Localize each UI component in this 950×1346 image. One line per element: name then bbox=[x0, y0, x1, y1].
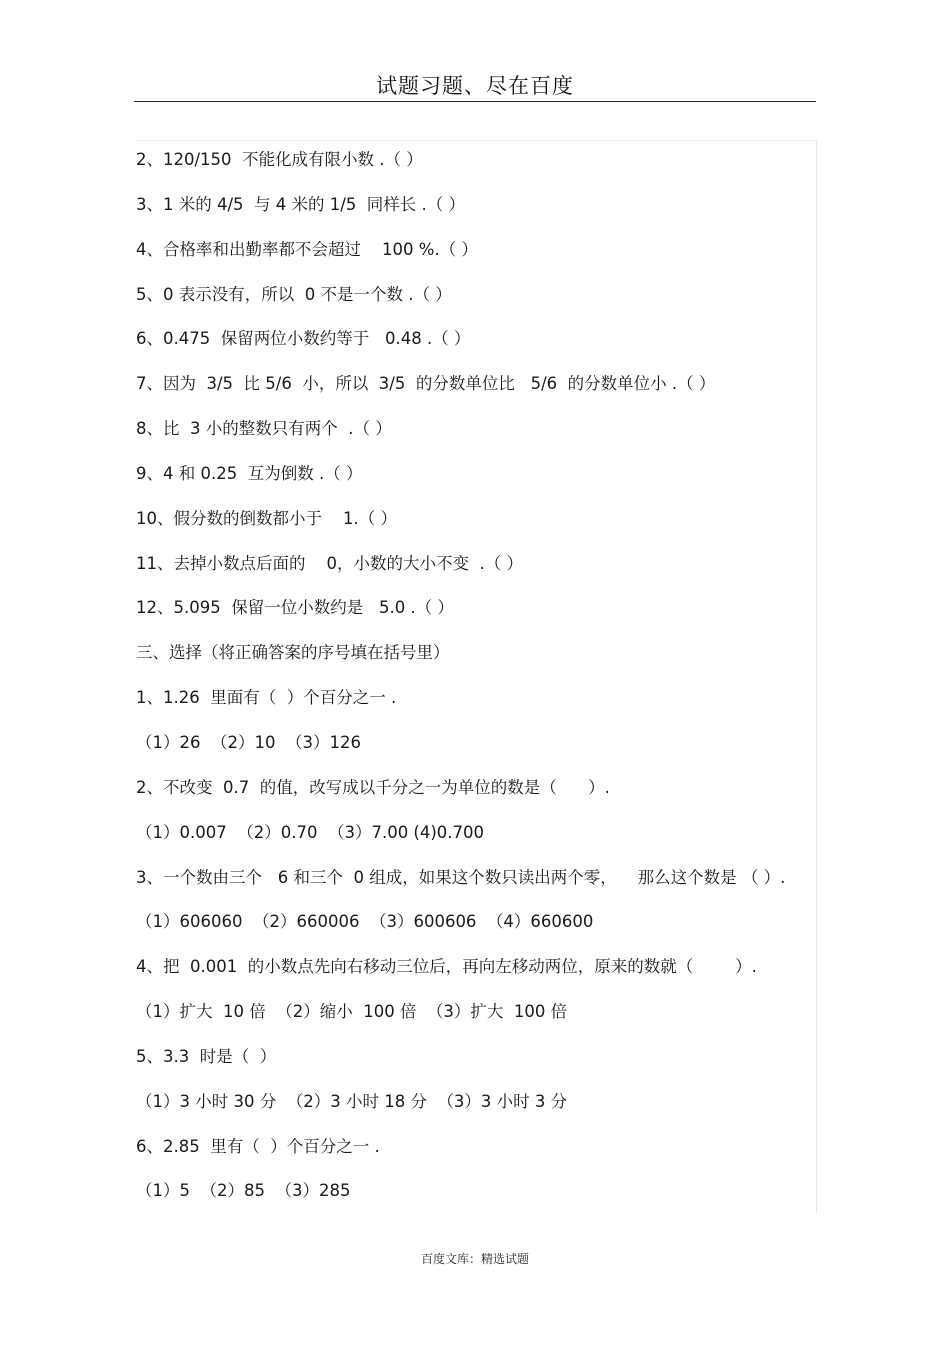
question-line: 5、3.3 时是（ ） bbox=[136, 1046, 277, 1066]
page-header-title: 试题习题、尽在百度 bbox=[376, 74, 574, 98]
question-line: 11、去掉小数点后面的 0，小数的大小不变 .（ ） bbox=[136, 553, 523, 573]
header-divider bbox=[134, 101, 816, 102]
option-line: （1）5 （2）85 （3）285 bbox=[136, 1181, 351, 1201]
question-line: 5、0 表示没有，所以 0 不是一个数 .（ ） bbox=[136, 284, 452, 304]
question-line: 7、因为 3/5 比 5/6 小，所以 3/5 的分数单位比 5/6 的分数单位小 .（ ） bbox=[136, 374, 716, 394]
question-line: 3、1 米的 4/5 与 4 米的 1/5 同样长 .（ ） bbox=[136, 194, 466, 214]
option-line: （1）3 小时 30 分 （2）3 小时 18 分 （3）3 小时 3 分 bbox=[136, 1091, 568, 1111]
question-line: 10、假分数的倒数都小于 1.（ ） bbox=[136, 508, 397, 528]
question-line: 3、一个数由三个 6 和三个 0 组成，如果这个数只读出两个零， 那么这个数是 （ ）. bbox=[136, 867, 786, 887]
option-line: （1）0.007 （2）0.70 （3）7.00 (4)0.700 bbox=[136, 822, 485, 842]
question-line: 6、0.475 保留两位小数约等于 0.48 .（ ） bbox=[136, 329, 471, 349]
option-line: （1）26 （2）10 （3）126 bbox=[136, 732, 361, 752]
option-line: （1）606060 （2）660006 （3）600606 （4）660600 bbox=[136, 912, 594, 932]
question-line: 9、4 和 0.25 互为倒数 .（ ） bbox=[136, 463, 363, 483]
question-line: 12、5.095 保留一位小数约是 5.0 .（ ） bbox=[136, 598, 454, 618]
question-line: 4、把 0.001 的小数点先向右移动三位后，再向左移动两位，原来的数就（ ）. bbox=[136, 957, 757, 977]
question-line: 4、合格率和出勤率都不会超过 100 %.（ ） bbox=[136, 239, 478, 259]
question-line: 2、不改变 0.7 的值，改写成以千分之一为单位的数是（ ）. bbox=[136, 777, 610, 797]
question-line: 1、1.26 里面有（ ）个百分之一 . bbox=[136, 688, 397, 708]
page-footer: 百度文库：精选试题 bbox=[420, 1252, 529, 1266]
question-list bbox=[136, 148, 826, 1224]
question-line: 8、比 3 小的整数只有两个 .（ ） bbox=[136, 419, 392, 439]
question-line: 2、120/150 不能化成有限小数 .（ ） bbox=[136, 150, 423, 169]
question-line: 6、2.85 里有（ ）个百分之一 . bbox=[136, 1136, 380, 1156]
section-heading: 三、选择（将正确答案的序号填在括号里） bbox=[136, 643, 450, 663]
option-line: （1）扩大 10 倍 （2）缩小 100 倍 （3）扩大 100 倍 bbox=[136, 1002, 568, 1022]
